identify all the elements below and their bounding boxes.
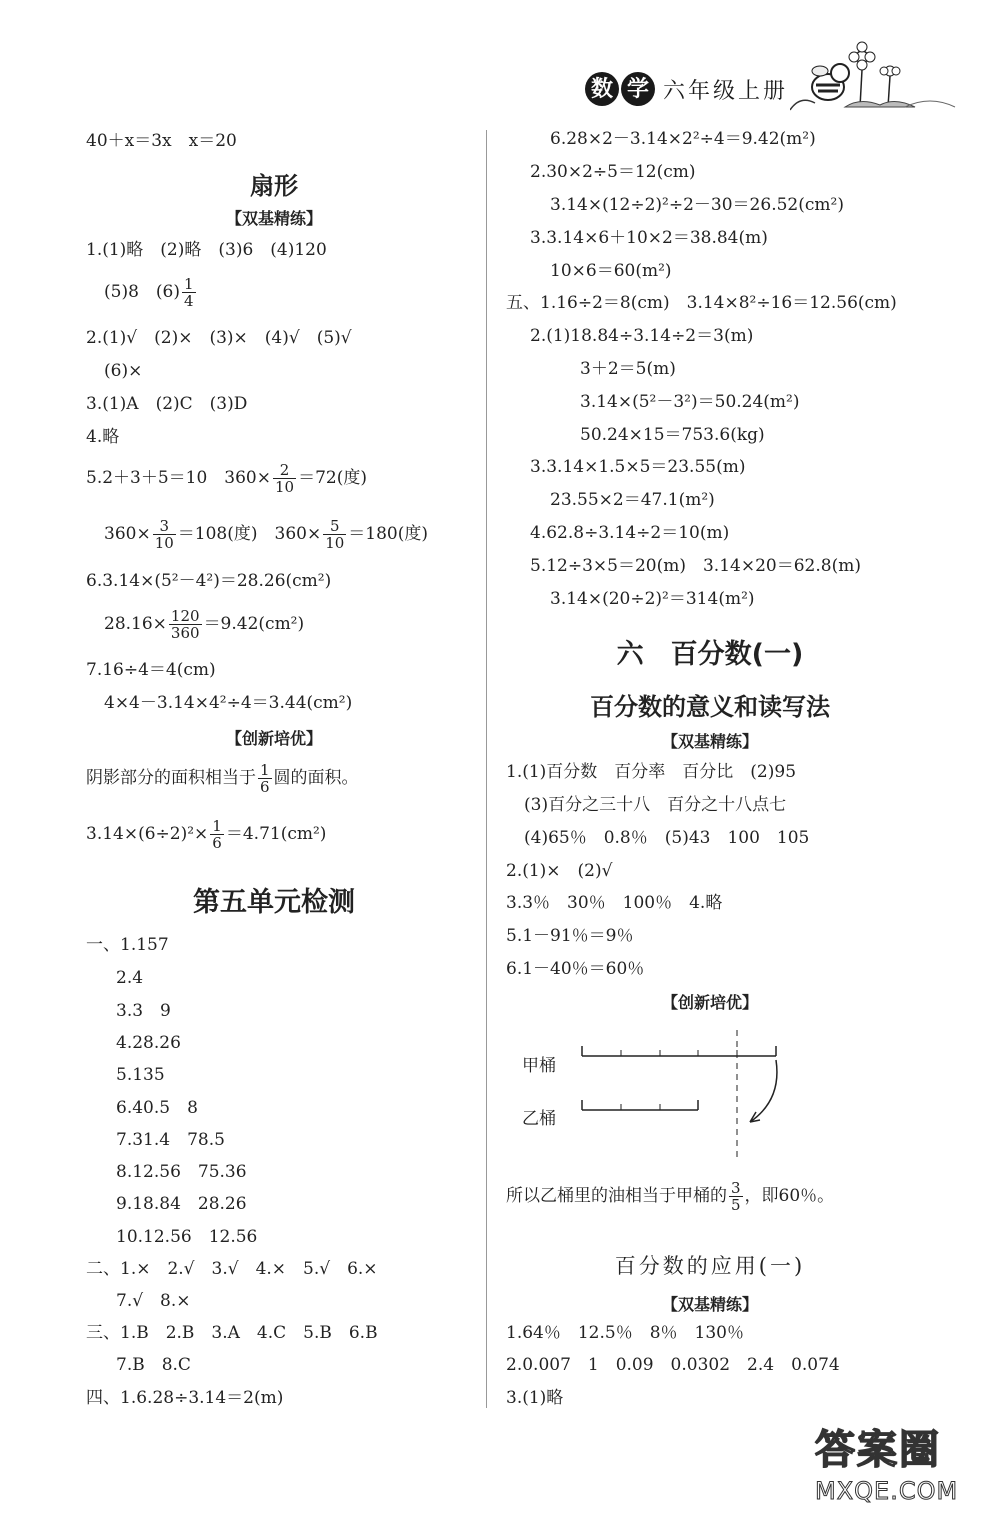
answer-line: 7.√ 8.× (116, 1291, 191, 1311)
answer-line: 3＋2＝5(m) (580, 359, 676, 379)
answer-line: 40＋x＝3x x＝20 (86, 131, 237, 151)
answer-line: 6.40.5 8 (116, 1098, 198, 1118)
answer-line: 2.0.007 1 0.09 0.0302 2.4 0.074 (506, 1355, 840, 1375)
answer-line: 5.135 (116, 1065, 165, 1085)
answer-line: 5.1－91％＝9％ (506, 926, 634, 946)
answer-line: 23.55×2＝47.1(m²) (550, 490, 715, 510)
answer-line: 2.(1)√ (2)× (3)× (4)√ (5)√ (86, 328, 352, 348)
watermark-url: MXQE.COM (815, 1477, 959, 1505)
answer-line: 2.4 (116, 968, 144, 988)
answer-line: 3.14×(20÷2)²＝314(m²) (550, 589, 755, 609)
answer-line: 3.14×(6÷2)²× $\frac{1}{6}$ ＝4.71(cm²) (86, 817, 327, 852)
answer-line: 3.3.14×6＋10×2＝38.84(m) (530, 228, 768, 248)
answer-line: 5.2＋3＋5＝10 360× $\frac{2}{10}$ ＝72(度) (86, 461, 367, 496)
watermark-logo-text: 答案圈 (815, 1427, 941, 1473)
answer-line: 7.16÷4＝4(cm) (86, 660, 216, 680)
answer-line: 阴影部分的面积相当于 $\frac{1}{6}$ 圆的面积。 (86, 761, 359, 796)
section-title-percent-application: 百分数的应用(一) (614, 1254, 806, 1278)
chapter-title: 六 百分数(一) (616, 639, 804, 670)
answer-line: 3.(1)略 (506, 1388, 564, 1408)
answer-line: 一、1.157 (86, 935, 169, 955)
answer-line: 3.3 9 (116, 1001, 171, 1021)
column-divider (486, 130, 487, 1408)
answer-line: 4.略 (86, 427, 120, 447)
answer-line: 28.16× $\frac{120}{360}$ ＝9.42(cm²) (104, 607, 305, 642)
answer-line: 10×6＝60(m²) (550, 261, 672, 281)
answer-line: 3.(1)A (2)C (3)D (86, 394, 248, 414)
answer-line: 2.(1)× (2)√ (506, 861, 613, 881)
bee-flower-decoration-icon (790, 35, 980, 115)
subject-badge-2: 学 (621, 72, 655, 106)
answer-line: 3.3.14×1.5×5＝23.55(m) (530, 457, 746, 477)
bucket-diagram (520, 1030, 820, 1169)
answer-line: 2.(1)18.84÷3.14÷2＝3(m) (530, 326, 754, 346)
subject-badge-1: 数 (585, 72, 619, 106)
answer-line: (3)百分之三十八 百分之十八点七 (524, 795, 787, 815)
answer-line: 3.3％ 30％ 100％ 4.略 (506, 893, 723, 913)
answer-line: 360× $\frac{3}{10}$ ＝108(度) 360× $\frac{5}{10}$ ＝180(度) (104, 517, 429, 552)
answer-line: 4×4－3.14×4²÷4＝3.44(cm²) (104, 693, 353, 713)
subheading-basic-practice: 【双基精练】 (225, 209, 322, 228)
label-bucket-yi: 乙桶 (522, 1109, 556, 1129)
answer-line: 7.B 8.C (116, 1355, 191, 1375)
answer-line: 6.28×2－3.14×2²÷4＝9.42(m²) (550, 129, 816, 149)
answer-line: 1.(1)略 (2)略 (3)6 (4)120 (86, 240, 327, 260)
answer-line: 6.3.14×(5²－4²)＝28.26(cm²) (86, 571, 332, 591)
answer-line: 1.(1)百分数 百分率 百分比 (2)95 (506, 762, 797, 782)
answer-line: 3.14×(12÷2)²÷2－30＝26.52(cm²) (550, 195, 844, 215)
subheading-innovation: 【创新培优】 (225, 729, 322, 748)
watermark (815, 1418, 958, 1505)
section-title-sector: 扇形 (250, 172, 298, 200)
subheading-basic-practice: 【双基精练】 (661, 1295, 758, 1314)
grade-label: 六年级上册 (663, 79, 789, 104)
answer-line: 1.64％ 12.5％ 8％ 130％ (506, 1323, 744, 1343)
answer-line: 五、1.16÷2＝8(cm) 3.14×8²÷16＝12.56(cm) (506, 293, 897, 313)
answer-line: 10.12.56 12.56 (116, 1227, 258, 1247)
subheading-innovation: 【创新培优】 (661, 993, 758, 1012)
answer-line: (5)8 (6) $\frac{1}{4}$ (104, 275, 194, 310)
answer-line: 3.14×(5²－3²)＝50.24(m²) (580, 392, 800, 412)
answer-line: 4.62.8÷3.14÷2＝10(m) (530, 523, 730, 543)
page-header (585, 70, 985, 115)
answer-line: 所以乙桶里的油相当于甲桶的 $\frac{3}{5}$ ，即60％。 (506, 1179, 835, 1214)
answer-line: 4.28.26 (116, 1033, 181, 1053)
answer-line: 50.24×15＝753.6(kg) (580, 425, 765, 445)
answer-line: 6.1－40％＝60％ (506, 959, 645, 979)
answer-line: (4)65％ 0.8％ (5)43 100 105 (524, 828, 810, 848)
answer-line: (6)× (104, 361, 143, 381)
subheading-basic-practice: 【双基精练】 (661, 732, 758, 751)
label-bucket-jia: 甲桶 (522, 1056, 556, 1076)
answer-line: 8.12.56 75.36 (116, 1162, 247, 1182)
answer-line: 三、1.B 2.B 3.A 4.C 5.B 6.B (86, 1323, 378, 1343)
unit-test-title: 第五单元检测 (193, 887, 355, 918)
answer-line: 四、1.6.28÷3.14＝2(m) (86, 1388, 284, 1408)
answer-line: 5.12÷3×5＝20(m) 3.14×20＝62.8(m) (530, 556, 861, 576)
answer-line: 7.31.4 78.5 (116, 1130, 225, 1150)
answer-line: 2.30×2÷5＝12(cm) (530, 162, 696, 182)
answer-line: 9.18.84 28.26 (116, 1194, 247, 1214)
section-title-percent-meaning: 百分数的意义和读写法 (590, 693, 830, 721)
answer-line: 二、1.× 2.√ 3.√ 4.× 5.√ 6.× (86, 1259, 378, 1279)
bucket-comparison-figure (520, 1030, 820, 1165)
